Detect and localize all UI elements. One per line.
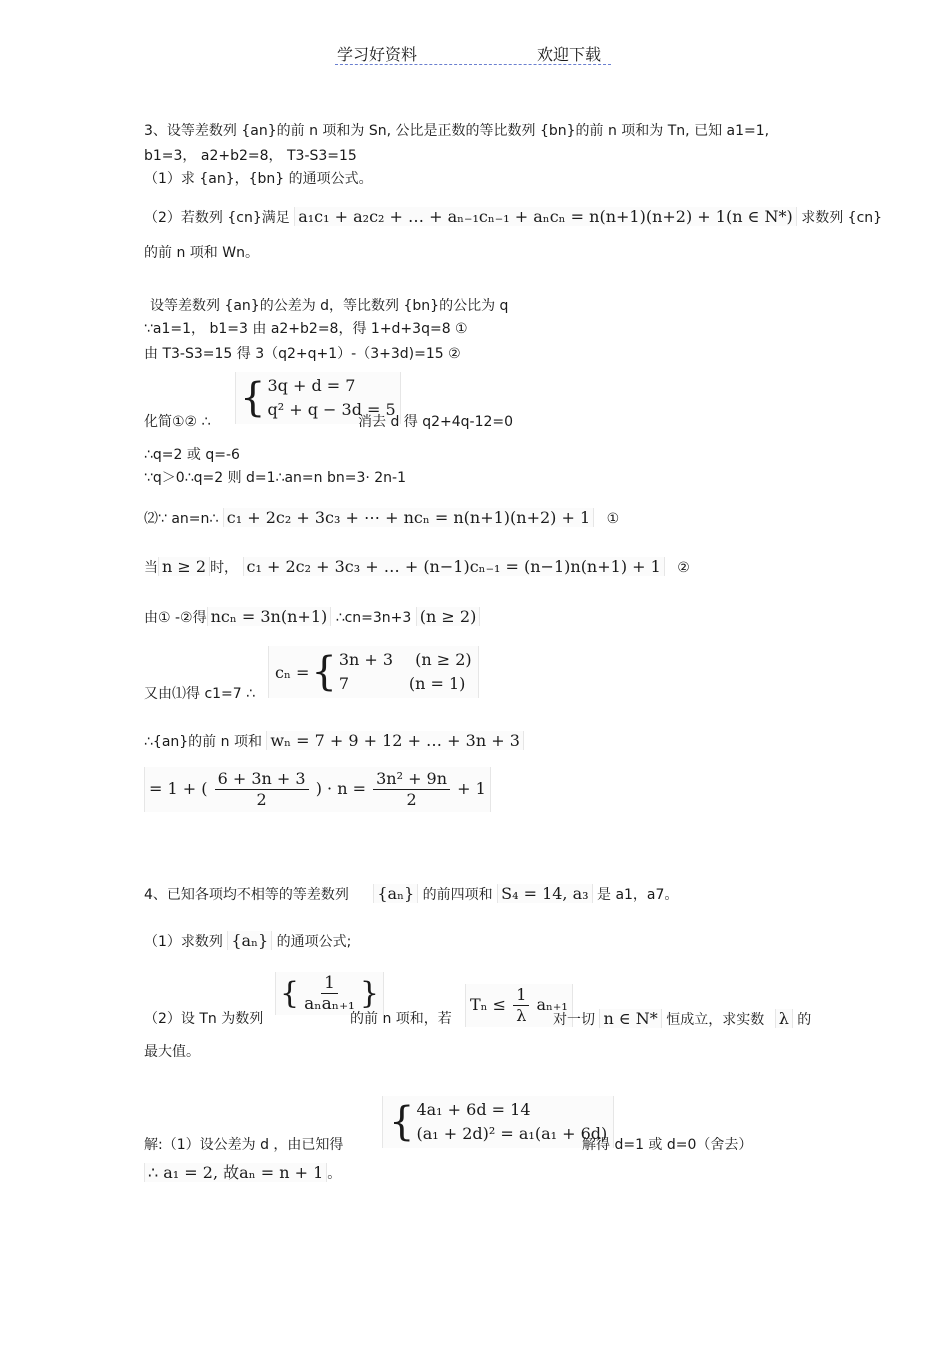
sol3-line11 xyxy=(144,732,524,751)
q4-line3-a: （2）设 Tn 为数列 xyxy=(144,1011,264,1027)
sol3-line4-post: 消去 d 得 q2+4q-12=0 xyxy=(358,414,514,430)
system-row-2: q² + q − 3d = 5 xyxy=(267,400,396,419)
right-brace: } xyxy=(359,976,379,1011)
sol3-line3: 由 T3-S3=15 得 3（q2+q+1）-（3+3d)=15 ② xyxy=(144,346,461,362)
sol3-line8-pre: 当 xyxy=(144,560,158,576)
sol3-line9-mid: ∴cn=3n+3 xyxy=(335,610,412,626)
reciprocal-fraction xyxy=(301,973,358,1014)
lambda-denominator: λ xyxy=(516,1006,527,1025)
sol3-sum-formula-2: c₁ + 2c₂ + 3c₃ + … + (n−1)cₙ₋₁ = (n−1)n(n+1) + 1 xyxy=(243,557,665,576)
wn-result-formula xyxy=(144,767,491,812)
sol3-line7-pre: ⑵∵ an=n∴ xyxy=(144,511,219,527)
q4-line1-post: 是 a1，a7。 xyxy=(597,887,679,903)
piecewise-row-1-cond: (n ≥ 2) xyxy=(415,650,472,669)
lambda-symbol: λ xyxy=(775,1009,793,1028)
n-ge-2-condition-2: (n ≥ 2) xyxy=(416,607,481,626)
n-in-n-star: n ∈ N* xyxy=(599,1009,661,1028)
q4-line3-b: 的前 n 项和，若 xyxy=(350,1011,452,1027)
q4-line3-c-text: 对一切 xyxy=(553,1012,595,1028)
an-sequence-symbol: {aₙ} xyxy=(373,884,418,903)
q4-line1-pre: 4、已知各项均不相等的等差数列 xyxy=(144,887,349,903)
sol3-line9-pre: 由① -②得 xyxy=(144,610,207,626)
circled-one: ① xyxy=(606,511,620,527)
q4-line2 xyxy=(144,932,351,951)
reciprocal-numerator: 1 xyxy=(321,973,338,994)
piecewise-row-2-cond: (n = 1) xyxy=(408,674,466,693)
q4-solution-line2 xyxy=(144,1164,341,1183)
cn-lhs: cₙ = xyxy=(275,662,310,682)
ncn-formula: ncₙ = 3n(n+1) xyxy=(207,607,332,626)
header-left: 学习好资料 xyxy=(337,45,418,64)
q3-part2-pre: （2）若数列 {cn}满足 xyxy=(144,210,290,226)
wn-sum-formula: wₙ = 7 + 9 + 12 + … + 3n + 3 xyxy=(266,731,523,750)
sol3-line2: ∵a1=1， b1=3 由 a2+b2=8，得 1+d+3q=8 ① xyxy=(144,321,468,337)
q3-line1: 3、设等差数列 {an}的前 n 项和为 Sn, 公比是正数的等比数列 {bn}的前 n 项和为 Tn, 已知 a1=1, xyxy=(144,123,770,139)
q3-part2-post: 求数列 {cn} xyxy=(801,210,883,226)
q4-line2-pre: （1）求数列 xyxy=(144,934,223,950)
sol3-sum-formula-1: c₁ + 2c₂ + 3c₃ + ⋯ + ncₙ = n(n+1)(n+2) + 1 xyxy=(223,508,594,527)
tn-rhs: aₙ₊₁ xyxy=(536,995,568,1014)
q4-solution-period: 。 xyxy=(327,1166,342,1182)
wn-part-b: ) · n = xyxy=(315,779,366,798)
q4-line3-e: 的 xyxy=(797,1012,812,1028)
piecewise-row-2-value: 7 xyxy=(338,674,350,693)
q4-equation-system xyxy=(382,1096,614,1148)
q4-line1 xyxy=(144,885,678,904)
q4-line2-post: 的通项公式; xyxy=(276,934,352,950)
fraction-1-denominator: 2 xyxy=(256,790,267,809)
reciprocal-sequence-formula xyxy=(275,972,384,1015)
reciprocal-denominator: aₙaₙ₊₁ xyxy=(304,994,355,1014)
q3-line2: b1=3， a2+b2=8， T3-S3=15 xyxy=(144,148,357,164)
sol3-line8-mid: 时， xyxy=(210,560,239,576)
one-over-lambda xyxy=(513,985,529,1026)
wn-part-c: + 1 xyxy=(457,779,486,798)
an-result-formula: ∴ a₁ = 2, 故aₙ = n + 1 xyxy=(144,1163,327,1182)
an-sequence-symbol-2: {aₙ} xyxy=(227,931,272,950)
left-brace: { xyxy=(240,375,266,421)
q4-system-row-1: 4a₁ + 6d = 14 xyxy=(416,1100,531,1119)
sol3-line4-pre: 化简①② ∴ xyxy=(144,414,211,430)
wn-part-a: = 1 + ( xyxy=(149,779,208,798)
q4-solution-post: 解得 d=1 或 d=0（舍去） xyxy=(582,1137,753,1153)
piecewise-row-1 xyxy=(339,648,472,672)
fraction-2-denominator: 2 xyxy=(406,790,417,809)
sol3-line1: 设等差数列 {an}的公差为 d，等比数列 {bn}的公比为 q xyxy=(150,298,509,314)
fraction-1-numerator: 6 + 3n + 3 xyxy=(215,769,309,790)
sol3-line11-pre: ∴{an}的前 n 项和 xyxy=(144,734,262,750)
sol3-line6: ∵q＞0∴q=2 则 d=1∴an=n bn=3· 2n-1 xyxy=(144,470,407,486)
q3-line3: （1）求 {an}，{bn} 的通项公式。 xyxy=(144,171,373,187)
circled-two: ② xyxy=(677,560,690,576)
q4-system-row-2: (a₁ + 2d)² = a₁(a₁ + 6d) xyxy=(416,1124,608,1143)
q4-line3-c xyxy=(553,1010,811,1029)
piecewise-row-2 xyxy=(339,672,472,696)
cn-piecewise xyxy=(268,646,479,698)
q3-line5: 的前 n 项和 Wn。 xyxy=(144,245,259,261)
lambda-numerator: 1 xyxy=(513,985,529,1006)
fraction-1 xyxy=(215,769,309,810)
q4-line3-d: 恒成立，求实数 xyxy=(666,1012,765,1028)
fraction-2-numerator: 3n² + 9n xyxy=(373,769,450,790)
left-brace: { xyxy=(280,976,300,1011)
q4-solution-pre: 解:（1）设公差为 d ，由已知得 xyxy=(144,1137,344,1153)
sol3-line9 xyxy=(144,608,480,627)
sol3-line8 xyxy=(144,558,690,577)
tn-lhs: Tₙ ≤ xyxy=(470,995,507,1014)
sol3-line7 xyxy=(144,509,619,528)
page-header xyxy=(335,42,611,65)
q3-cn-relation-formula: a₁c₁ + a₂c₂ + … + aₙ₋₁cₙ₋₁ + aₙcₙ = n(n+1)(n+2) + 1(n ∈ N*) xyxy=(294,207,797,226)
q4-line4: 最大值。 xyxy=(144,1044,200,1060)
left-brace: { xyxy=(389,1099,415,1145)
fraction-2 xyxy=(373,769,450,810)
system-row-1: 3q + d = 7 xyxy=(267,376,356,395)
sol3-line10-pre: 又由⑴得 c1=7 ∴ xyxy=(144,686,256,702)
n-ge-2-condition: n ≥ 2 xyxy=(158,557,210,576)
header-right: 欢迎下载 xyxy=(537,45,602,64)
left-brace: { xyxy=(311,649,337,695)
q3-part2 xyxy=(144,208,882,227)
s4-condition: S₄ = 14, a₃ xyxy=(497,884,592,903)
piecewise-row-1-value: 3n + 3 xyxy=(338,650,394,669)
q4-line1-mid: 的前四项和 xyxy=(422,887,493,903)
sol3-line5: ∴q=2 或 q=-6 xyxy=(144,447,240,463)
